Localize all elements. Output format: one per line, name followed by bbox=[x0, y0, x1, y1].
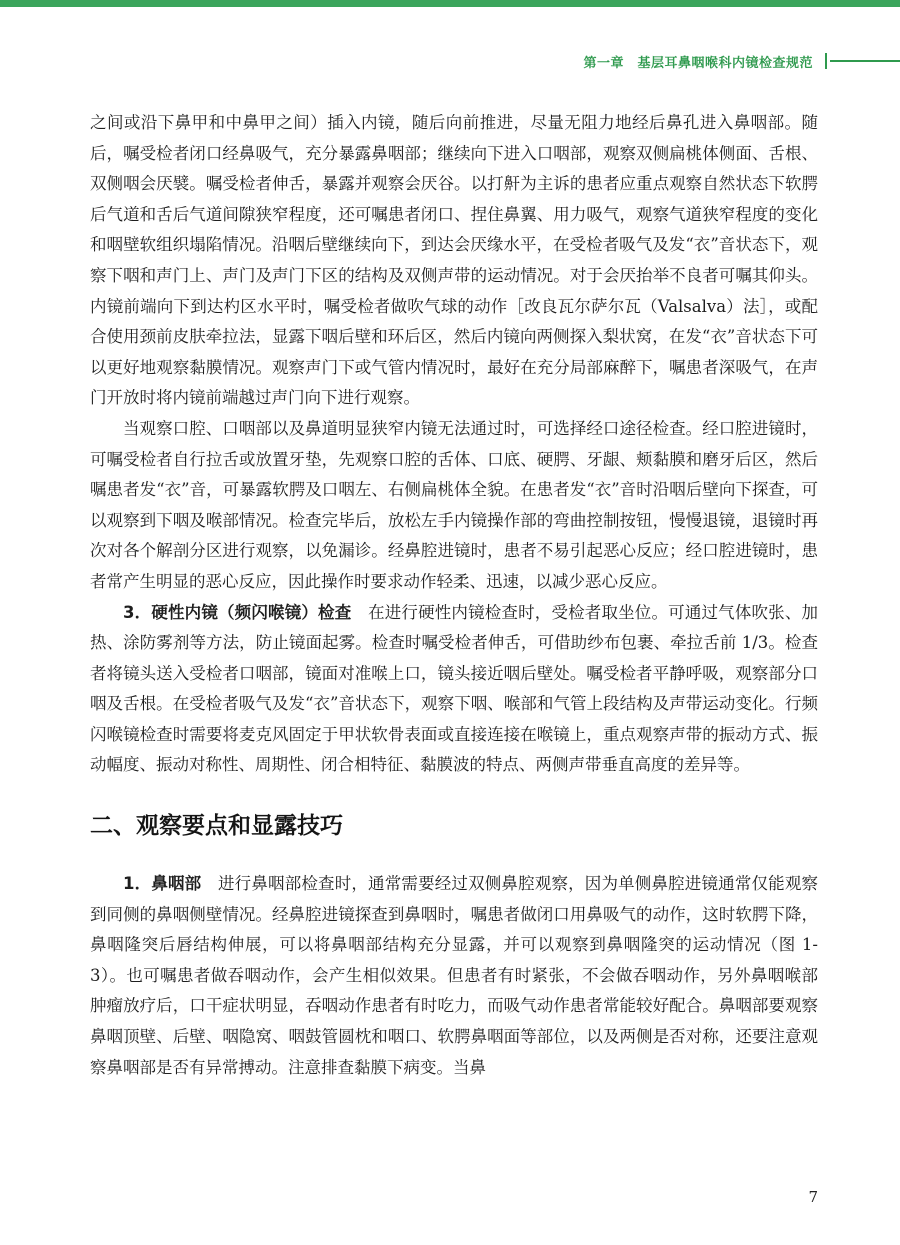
rigid-endoscope-text: 在进行硬性内镜检查时，受检者取坐位。可通过气体吹张、加热、涂防雾剂等方法，防止镜面起雾。检查时嘱受检者伸舌，可借助纱布包裹、牵拉舌前 1/3。检查者将镜头送入受检者口咽部，镜面对准喉上口，镜头接近咽后壁处。嘱受检者平静呼吸，观察部分口咽及舌根。在受检者吸气及发“衣”音状态下，观察下咽、喉部和气管上段结构及声带运动变化。行频闪喉镜检查时需要将麦克风固定于甲状软骨表面或直接连接在喉镜上，重点观察声带的振动方式、振动幅度、振动对称性、周期性、闭合相特征、黏膜波的特点、两侧声带垂直高度的差异等。 bbox=[90, 602, 819, 775]
chapter-title: 第一章 基层耳鼻咽喉科内镜检查规范 bbox=[583, 55, 813, 71]
top-accent-bar bbox=[0, 0, 900, 7]
nasopharynx-lead: 1．鼻咽部 bbox=[123, 874, 202, 894]
paragraph-rigid-endoscope bbox=[90, 598, 818, 782]
page-body bbox=[90, 108, 818, 1083]
running-header bbox=[583, 51, 900, 71]
paragraph-nasopharynx bbox=[90, 869, 818, 1083]
spacer bbox=[201, 874, 218, 893]
section-heading: 二、观察要点和显露技巧 bbox=[90, 813, 343, 840]
page-number: 7 bbox=[808, 1188, 818, 1206]
header-separator bbox=[825, 53, 827, 69]
spacer bbox=[351, 603, 368, 622]
rigid-endoscope-lead: 3．硬性内镜（频闪喉镜）检查 bbox=[123, 602, 352, 622]
nasopharynx-text: 进行鼻咽部检查时，通常需要经过双侧鼻腔观察，因为单侧鼻腔进镜通常仅能观察到同侧的鼻咽侧壁情况。经鼻腔进镜探查到鼻咽时，嘱患者做闭口用鼻吸气的动作，这时软腭下降，鼻咽隆突后唇结构伸展，可以将鼻咽部结构充分显露，并可以观察到鼻咽隆突的运动情况（图 1-3）。也可嘱患者做吞咽动作，会产生相似效果。但患者有时紧张，不会做吞咽动作，另外鼻咽喉部肿瘤放疗后，口干症状明显，吞咽动作患者有时吃力，而吸气动作患者常能较好配合。鼻咽部要观察鼻咽顶壁、后壁、咽隐窝、咽鼓管圆枕和咽口、软腭鼻咽面等部位，以及两侧是否对称，还要注意观察鼻咽部是否有异常搏动。注意排查黏膜下病变。当鼻 bbox=[90, 874, 819, 1077]
paragraph-continued: 之间或沿下鼻甲和中鼻甲之间）插入内镜，随后向前推进，尽量无阻力地经后鼻孔进入鼻咽部。随后，嘱受检者闭口经鼻吸气，充分暴露鼻咽部；继续向下进入口咽部，观察双侧扁桃体侧面、舌根、双侧咽会厌襞。嘱受检者伸舌，暴露并观察会厌谷。以打鼾为主诉的患者应重点观察自然状态下软腭后气道和舌后气道间隙狭窄程度，还可嘱患者闭口、捏住鼻翼、用力吸气，观察气道狭窄程度的变化和咽壁软组织塌陷情况。沿咽后壁继续向下，到达会厌缘水平，在受检者吸气及发“衣”音状态下，观察下咽和声门上、声门及声门下区的结构及双侧声带的运动情况。对于会厌抬举不良者可嘱其仰头。内镜前端向下到达杓区水平时，嘱受检者做吹气球的动作［改良瓦尔萨尔瓦（Valsalva）法］，或配合使用颈前皮肤牵拉法，显露下咽后壁和环后区，然后内镜向两侧探入梨状窝，在发“衣”音状态下可以更好地观察黏膜情况。观察声门下或气管内情况时，最好在充分局部麻醉下，嘱患者深吸气，在声门开放时将内镜前端越过声门向下进行观察。 bbox=[90, 113, 818, 408]
header-rule bbox=[830, 60, 900, 62]
paragraph-oral-approach: 当观察口腔、口咽部以及鼻道明显狭窄内镜无法通过时，可选择经口途径检查。经口腔进镜时，可嘱受检者自行拉舌或放置牙垫，先观察口腔的舌体、口底、硬腭、牙龈、颊黏膜和磨牙后区，然后嘱患者发“衣”音，可暴露软腭及口咽左、右侧扁桃体全貌。在患者发“衣”音时沿咽后壁向下探查，可以观察到下咽及喉部情况。检查完毕后，放松左手内镜操作部的弯曲控制按钮，慢慢退镜，退镜时再次对各个解剖分区进行观察，以免漏诊。经鼻腔进镜时，患者不易引起恶心反应；经口腔进镜时，患者常产生明显的恶心反应，因此操作时要求动作轻柔、迅速，以减少恶心反应。 bbox=[90, 418, 818, 591]
